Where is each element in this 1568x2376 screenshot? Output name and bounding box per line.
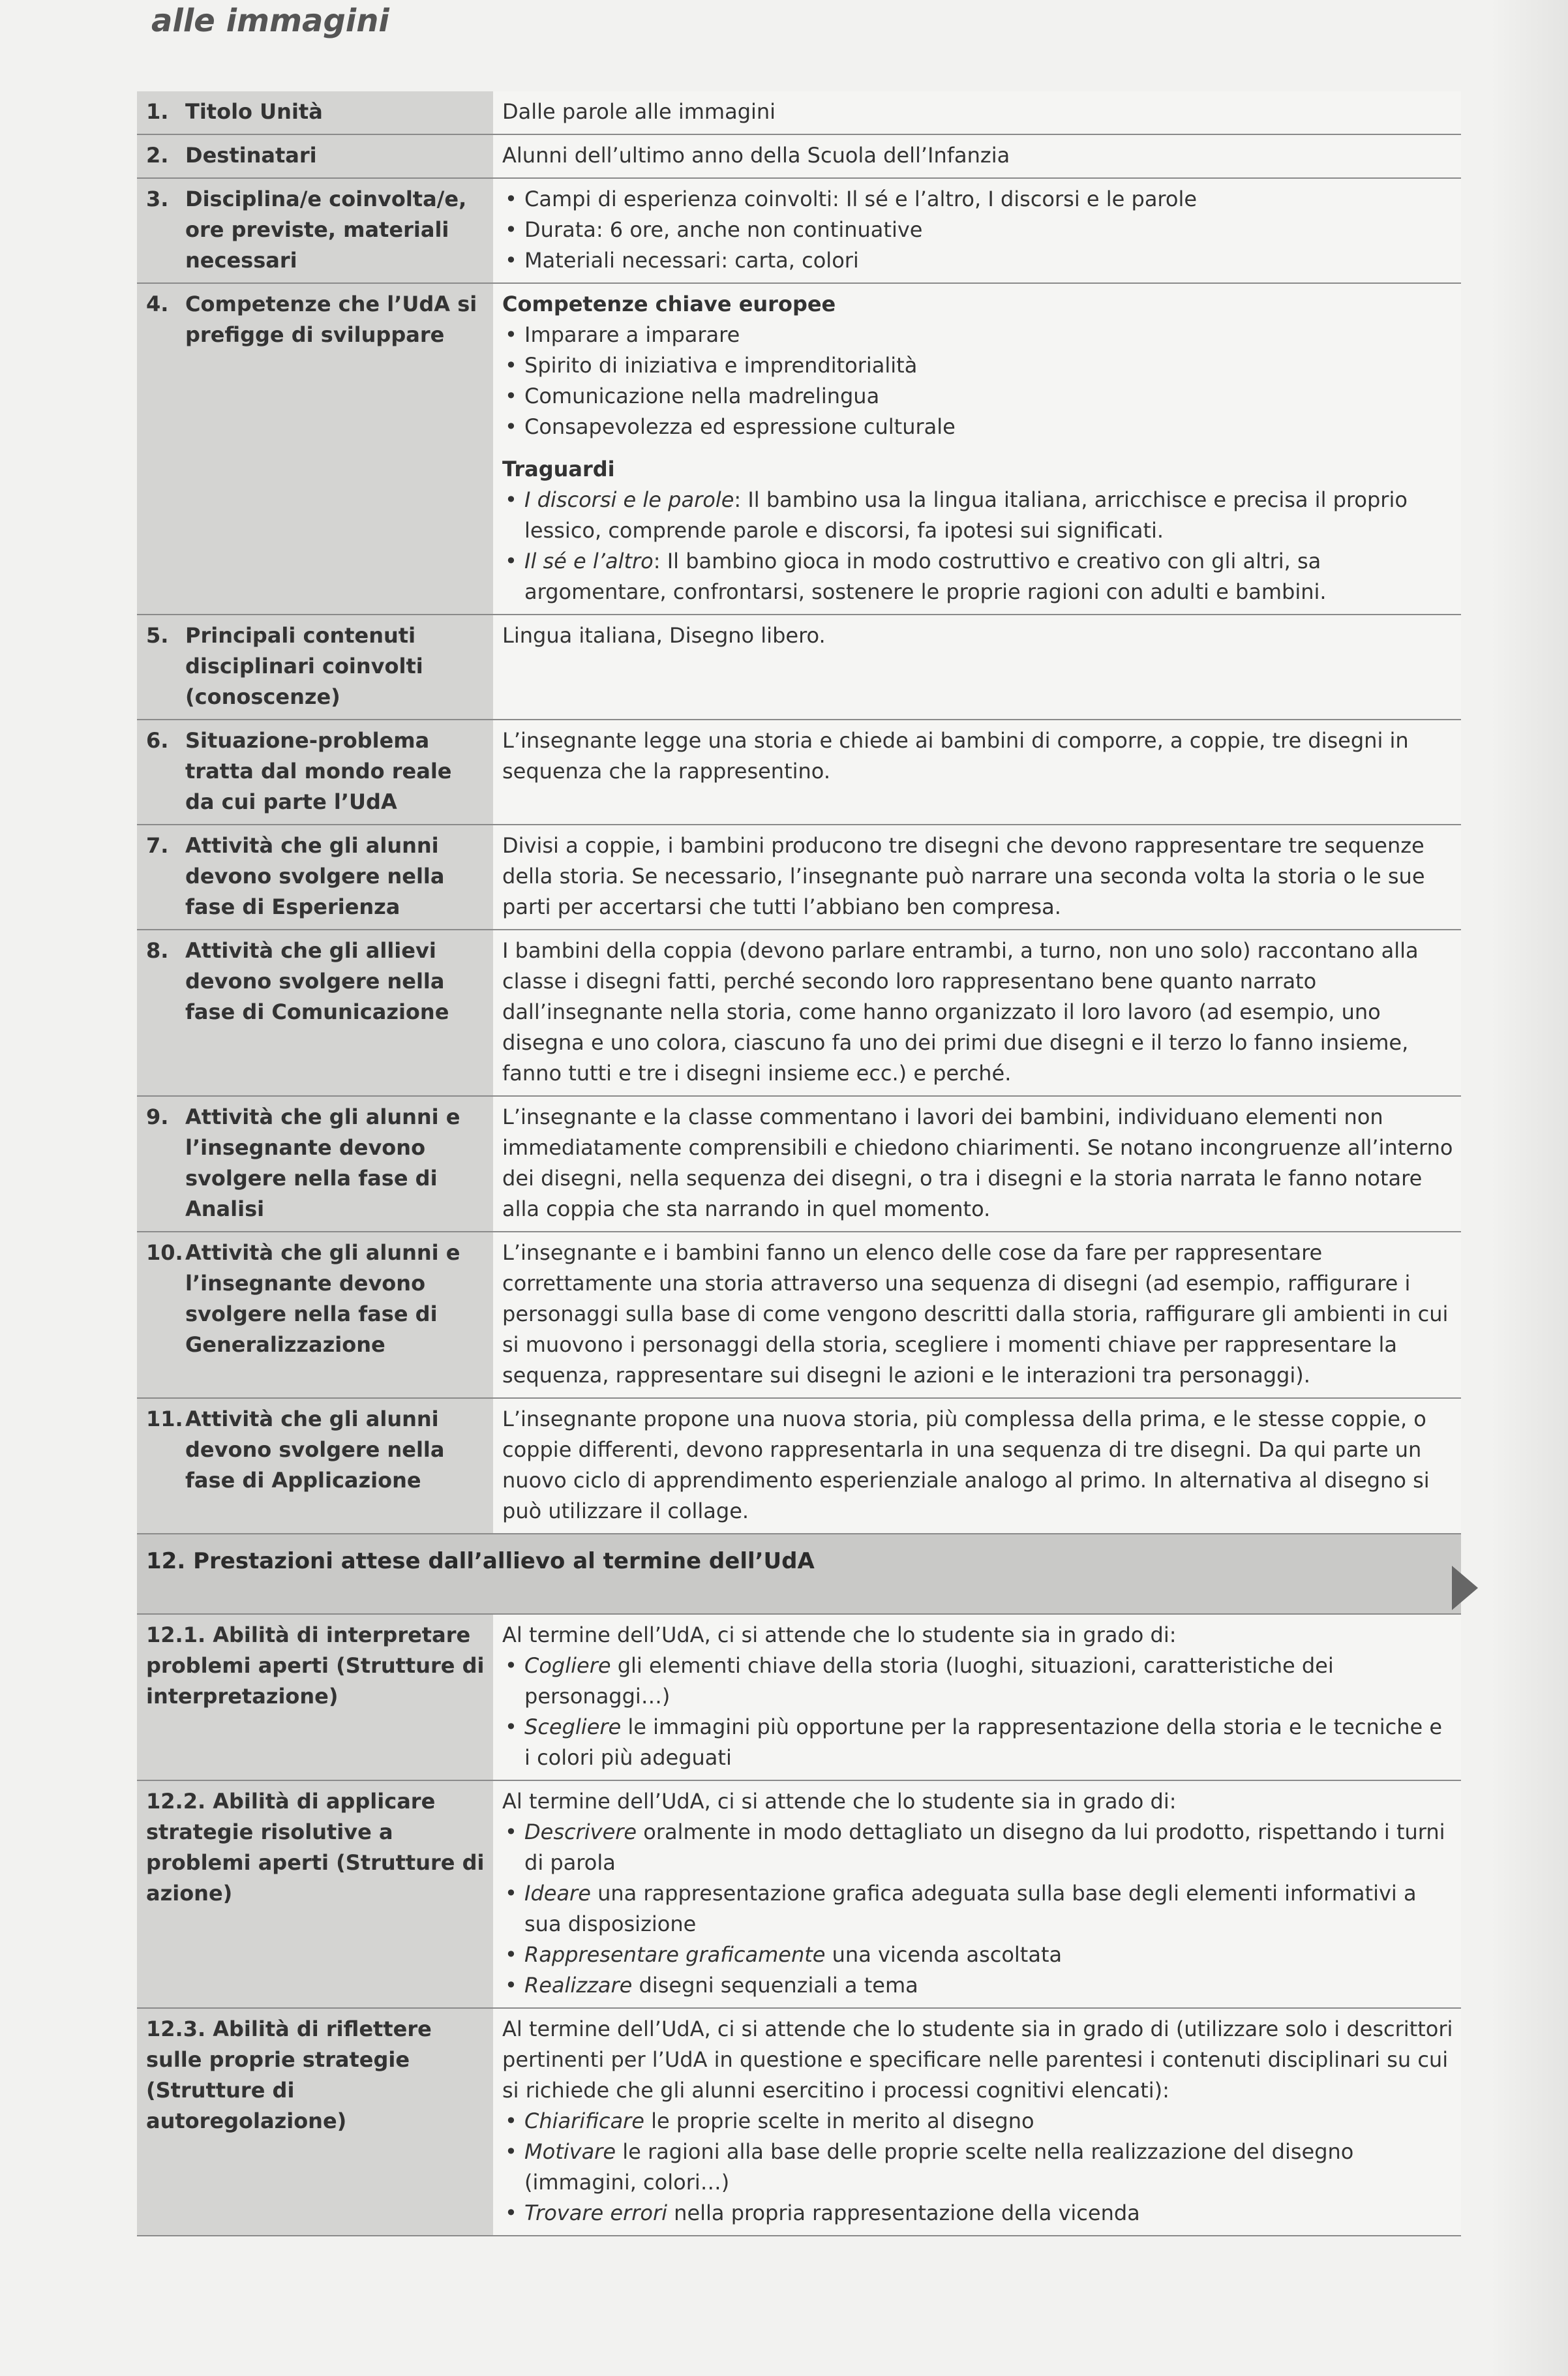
row-content-cell xyxy=(493,615,1461,720)
row-content-text: L’insegnante e la classe commentano i lavori dei bambini, individuano elementi non immediatamente comprensibili e chiedono chiarimenti. Se notano incongruenze all’interno dei disegni, nella sequenza dei disegni, o tra i disegni e la storia narrata le fanno notare alla coppia che sta narrando in quel momento. xyxy=(502,1104,1453,1221)
page-header-title: alle immagini xyxy=(151,3,389,39)
section-header-row xyxy=(137,1534,1461,1614)
row-label-cell xyxy=(137,91,493,134)
table-row xyxy=(137,1398,1461,1534)
row-number: 7. xyxy=(146,833,169,858)
row-content-text: Divisi a coppie, i bambini producono tre disegni che devono rappresentare tre sequenze della storia. Se necessario, l’insegnante può narrare una seconda volta la storia o le sue parti per accertarsi che tutti l’abbiano ben compresa. xyxy=(502,833,1425,919)
row-label-cell xyxy=(137,283,493,615)
row-content-cell xyxy=(493,1232,1461,1398)
item-emphasis: Cogliere xyxy=(524,1653,611,1678)
item-emphasis: Chiarificare xyxy=(524,2109,644,2133)
row-label: Principali contenuti disciplinari coinvolti (conoscenze) xyxy=(185,623,423,709)
row-label-cell xyxy=(137,1232,493,1398)
item-emphasis: Descrivere xyxy=(524,1820,637,1844)
row-content-cell xyxy=(493,2008,1461,2236)
item-text: disegni sequenziali a tema xyxy=(632,1973,918,1998)
row-label: Attività che gli alunni e l’insegnante devono svolgere nella fase di Generalizzazione xyxy=(185,1240,460,1357)
row-content-cell xyxy=(493,930,1461,1096)
list-item xyxy=(524,1817,1453,1878)
row-number: 4. xyxy=(146,292,169,316)
row-content-text: I bambini della coppia (devono parlare entrambi, a turno, non uno solo) raccontano alla classe i disegni fatti, perché secondo loro rappresentano bene quanto narrato dall’insegnante nella storia, come hanno organizzato il loro lavoro (ad esempio, uno disegna e uno colora, ciascuno fa uno dei primi due disegni e il terzo lo fanno insieme, fanno tutti e tre i disegni insieme ecc.) e perché. xyxy=(502,938,1419,1086)
item-text: nella propria rappresentazione della vicenda xyxy=(667,2201,1140,2225)
subrow-label-post: (Strutture di interpretazione) xyxy=(146,1653,485,1709)
list-item: • Imparare a imparare xyxy=(524,320,1453,350)
item-emphasis: Ideare xyxy=(524,1881,591,1906)
bullet-list xyxy=(502,184,1453,276)
row-label: Attività che gli alunni devono svolgere nella fase di Applicazione xyxy=(185,1407,445,1493)
row-number: 5. xyxy=(146,623,169,648)
row-number: 1. xyxy=(146,99,169,124)
list-item xyxy=(524,485,1453,546)
row-content-cell xyxy=(493,1614,1461,1780)
subrow-intro: Al termine dell’UdA, ci si attende che lo studente sia in grado di (utilizzare solo i descrittori pertinenti per l’UdA in questione e specificare nelle parentesi i contenuti disciplinari su cui si richiede che gli alunni esercitino i processi cognitivi elencati): xyxy=(502,2017,1453,2103)
list-item xyxy=(524,2198,1453,2229)
table-row xyxy=(137,825,1461,930)
row-number: 10. xyxy=(146,1240,183,1265)
table-row xyxy=(137,1614,1461,1780)
subrow-label-post: (Strutture di autoregolazione) xyxy=(146,2078,347,2133)
row-content-cell xyxy=(493,1780,1461,2008)
list-item xyxy=(524,1878,1453,1940)
item-text: : Il bambino gioca in modo costruttivo e creativo con gli altri, sa argomentare, confrontarsi, sostenere le proprie ragioni con adulti e bambini. xyxy=(524,549,1327,604)
row-content-cell xyxy=(493,825,1461,930)
item-text: una rappresentazione grafica adeguata sulla base degli elementi informativi a sua disposizione xyxy=(524,1881,1417,1936)
list-item: • Durata: 6 ore, anche non continuative xyxy=(524,215,1453,245)
row-content-text: L’insegnante propone una nuova storia, più complessa della prima, e le stesse coppie, o coppie differenti, devono rappresentarla in una sequenza di tre disegni. Da qui parte un nuovo ciclo di apprendimento esperienziale analogo al primo. In alternativa al disegno si può utilizzare il collage. xyxy=(502,1407,1430,1523)
table-row xyxy=(137,720,1461,825)
subrow-label-pre: Abilità di xyxy=(213,1789,319,1814)
list-item: • Consapevolezza ed espressione culturale xyxy=(524,412,1453,442)
row-label: Attività che gli alunni devono svolgere nella fase di Esperienza xyxy=(185,833,445,919)
row-content-text: Dalle parole alle immagini xyxy=(502,99,776,124)
bullet-list xyxy=(502,485,1453,607)
row-content-cell xyxy=(493,1398,1461,1534)
item-text: oralmente in modo dettagliato un disegno da lui prodotto, rispettando i turni di parola xyxy=(524,1820,1445,1875)
row-label-cell xyxy=(137,825,493,930)
subrow-intro: Al termine dell’UdA, ci si attende che lo studente sia in grado di: xyxy=(502,1789,1177,1814)
list-item xyxy=(524,1651,1453,1712)
list-item: • Materiali necessari: carta, colori xyxy=(524,245,1453,276)
subrow-label-pre: Abilità di xyxy=(213,2017,319,2041)
item-text: le immagini più opportune per la rappresentazione della storia e le tecniche e i colori più adeguati xyxy=(524,1714,1443,1770)
page-turn-arrow-icon xyxy=(1452,1566,1478,1610)
row-content-cell xyxy=(493,178,1461,283)
row-number: 3. xyxy=(146,187,169,211)
section-title: 12. Prestazioni attese dall’allievo al termine dell’UdA xyxy=(137,1534,1461,1614)
uda-table xyxy=(137,91,1461,2236)
list-item xyxy=(524,1712,1453,1773)
item-text: : Il bambino usa la lingua italiana, arricchisce e precisa il proprio lessico, comprende parole e discorsi, fa ipotesi sui significati. xyxy=(524,487,1408,543)
list-item xyxy=(524,1970,1453,2001)
subrow-number: 12.1. xyxy=(146,1622,206,1647)
bullet-list xyxy=(502,1817,1453,2001)
list-item xyxy=(524,2106,1453,2137)
subrow-label-cell xyxy=(137,1614,493,1780)
subrow-number: 12.2. xyxy=(146,1789,206,1814)
subrow-intro: Al termine dell’UdA, ci si attende che lo studente sia in grado di: xyxy=(502,1622,1177,1647)
list-item xyxy=(524,2137,1453,2198)
bullet-list xyxy=(502,320,1453,442)
item-emphasis: Realizzare xyxy=(524,1973,633,1998)
list-item: • Spirito di iniziativa e imprenditorialità xyxy=(524,350,1453,381)
row-label: Attività che gli allievi devono svolgere nella fase di Comunicazione xyxy=(185,938,449,1024)
bullet-list xyxy=(502,2106,1453,2229)
row-label-cell xyxy=(137,615,493,720)
item-emphasis: Scegliere xyxy=(524,1714,622,1739)
row-label-cell xyxy=(137,1096,493,1232)
subrow-label-pre: Abilità di xyxy=(213,1622,319,1647)
table-row xyxy=(137,1780,1461,2008)
table-row xyxy=(137,930,1461,1096)
subrow-number: 12.3. xyxy=(146,2017,206,2041)
item-text: le ragioni alla base delle proprie scelte nella realizzazione del disegno (immagini, colori…) xyxy=(524,2139,1354,2195)
row-number: 2. xyxy=(146,143,169,168)
row-content-text: Lingua italiana, Disegno libero. xyxy=(502,623,826,648)
table-row xyxy=(137,178,1461,283)
row-label-cell xyxy=(137,930,493,1096)
table-row xyxy=(137,134,1461,178)
row-label: Situazione-problema tratta dal mondo reale da cui parte l’UdA xyxy=(185,728,452,814)
row-label: Titolo Unità xyxy=(185,99,323,124)
row-content-cell xyxy=(493,720,1461,825)
row-number: 6. xyxy=(146,728,169,753)
list-item: • Campi di esperienza coinvolti: Il sé e l’altro, I discorsi e le parole xyxy=(524,184,1453,215)
item-text: una vicenda ascoltata xyxy=(825,1942,1063,1967)
row-label: Disciplina/e coinvolta/e, ore previste, materiali necessari xyxy=(185,187,467,273)
table-row xyxy=(137,91,1461,134)
subrow-label-cell xyxy=(137,1780,493,2008)
item-text: gli elementi chiave della storia (luoghi, situazioni, caratteristiche dei personaggi…) xyxy=(524,1653,1334,1709)
row-content-cell xyxy=(493,91,1461,134)
row-label-cell xyxy=(137,720,493,825)
item-emphasis: I discorsi e le parole xyxy=(524,487,734,512)
table-row xyxy=(137,2008,1461,2236)
item-emphasis: Rappresentare graficamente xyxy=(524,1942,826,1967)
row-number: 8. xyxy=(146,938,169,963)
row-number: 11. xyxy=(146,1407,183,1431)
row-content-cell xyxy=(493,1096,1461,1232)
item-emphasis: Trovare errori xyxy=(524,2201,667,2225)
table-row xyxy=(137,615,1461,720)
uda-table-body xyxy=(137,91,1461,2236)
competences-heading: Competenze chiave europee xyxy=(502,292,836,316)
row-label: Destinatari xyxy=(185,143,317,168)
item-text: le proprie scelte in merito al disegno xyxy=(644,2109,1034,2133)
row-label: Competenze che l’UdA si prefigge di sviluppare xyxy=(185,292,477,347)
table-row xyxy=(137,1232,1461,1398)
table-row xyxy=(137,283,1461,615)
subrow-label-post: a problemi aperti (Strutture di azione) xyxy=(146,1820,485,1906)
goals-heading: Traguardi xyxy=(502,457,615,481)
bullet-list xyxy=(502,1651,1453,1773)
subrow-label-bold: applicare strategie risolutive xyxy=(146,1789,436,1844)
row-content-text: L’insegnante legge una storia e chiede ai bambini di comporre, a coppie, tre disegni in sequenza che la rappresentino. xyxy=(502,728,1409,784)
uda-document xyxy=(137,91,1461,2236)
row-label-cell xyxy=(137,134,493,178)
item-emphasis: Il sé e l’altro xyxy=(524,549,654,573)
row-label: Attività che gli alunni e l’insegnante devono svolgere nella fase di Analisi xyxy=(185,1104,460,1221)
row-label-cell xyxy=(137,1398,493,1534)
list-item xyxy=(524,546,1453,607)
row-content-cell xyxy=(493,283,1461,615)
list-item: • Comunicazione nella madrelingua xyxy=(524,381,1453,412)
item-emphasis: Motivare xyxy=(524,2139,616,2164)
page-edge-shadow xyxy=(1490,0,1568,2376)
row-content-text: L’insegnante e i bambini fanno un elenco delle cose da fare per rappresentare correttamente una storia attraverso una sequenza di disegni (ad esempio, raffigurare i personaggi sulla base di come vengono descritti dalla storia, raffigurare gli ambienti in cui si muovono i personaggi della storia, scegliere i momenti chiave per rappresentare la sequenza, rappresentare sui disegni le azioni e le interazioni tra personaggi). xyxy=(502,1240,1449,1388)
subrow-label-bold: riflettere sulle proprie strategie xyxy=(146,2017,432,2072)
row-content-cell xyxy=(493,134,1461,178)
row-number: 9. xyxy=(146,1104,169,1129)
row-content-text: Alunni dell’ultimo anno della Scuola dell’Infanzia xyxy=(502,143,1010,168)
row-label-cell xyxy=(137,178,493,283)
subrow-label-bold: interpretare problemi aperti xyxy=(146,1622,471,1678)
table-row xyxy=(137,1096,1461,1232)
list-item xyxy=(524,1940,1453,1970)
subrow-label-cell xyxy=(137,2008,493,2236)
